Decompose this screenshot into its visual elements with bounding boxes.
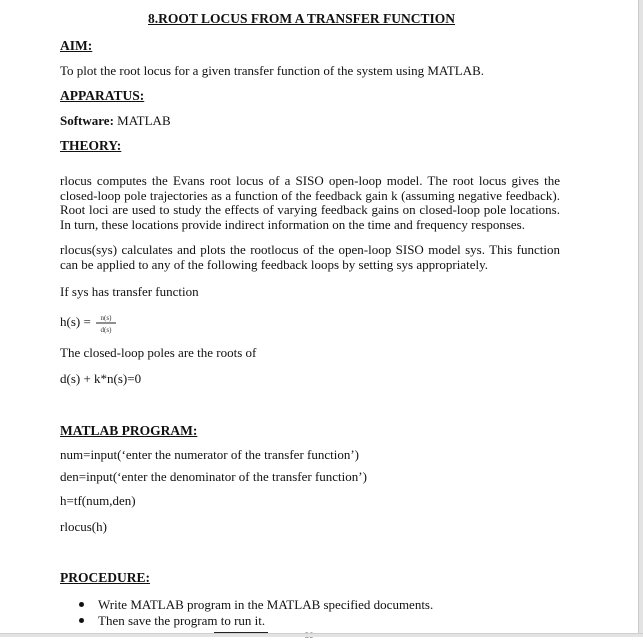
aim-text: To plot the root locus for a given transfer function of the system using MATLAB. xyxy=(60,63,485,78)
fraction-denominator: d(s) xyxy=(100,326,112,334)
bullet-icon xyxy=(79,602,84,607)
program-heading: MATLAB PROGRAM: xyxy=(60,423,198,438)
apparatus-heading: APPARATUS: xyxy=(60,88,145,103)
program-line-3: h=tf(num,den) xyxy=(60,493,136,508)
fraction-numerator: n(s) xyxy=(100,314,112,322)
transfer-fraction xyxy=(95,311,117,335)
program-line-2: den=input(‘enter the denominator of the transfer function’) xyxy=(60,469,367,484)
hs-label: h(s) = xyxy=(60,314,91,329)
procedure-step-2: Then save the program to run it. xyxy=(98,613,266,628)
aim-heading: AIM: xyxy=(60,38,93,53)
software-value: MATLAB xyxy=(113,113,171,128)
theory-paragraph-1: rlocus computes the Evans root locus of a SISO open-loop model. The root locus gives the closed-loop pole trajectories as a function of the feedback gain k (assuming negative feedback). Root loci are used to study the effects of varying feedback gains on closed-loop pole locations. In turn, these locations provide indirect information on the time and frequency responses. xyxy=(60,173,560,232)
theory-equation: d(s) + k*n(s)=0 xyxy=(60,371,142,386)
list-item xyxy=(78,597,433,613)
page-title: 8.ROOT LOCUS FROM A TRANSFER FUNCTION xyxy=(147,11,456,26)
program-line-4: rlocus(h) xyxy=(60,519,107,534)
software-line xyxy=(60,113,171,128)
procedure-heading: PROCEDURE: xyxy=(60,570,150,585)
procedure-step-1: Write MATLAB program in the MATLAB specified documents. xyxy=(98,597,434,612)
theory-heading: THEORY: xyxy=(60,138,122,153)
viewer-right-edge xyxy=(638,0,643,637)
list-item xyxy=(78,613,433,629)
software-label: Software: xyxy=(60,113,114,128)
program-line-1: num=input(‘enter the numerator of the transfer function’) xyxy=(60,447,359,462)
procedure-list xyxy=(78,597,433,629)
bullet-icon xyxy=(79,618,84,623)
theory-line-poles: The closed-loop poles are the roots of xyxy=(60,345,257,360)
theory-paragraph-2: rlocus(sys) calculates and plots the rootlocus of the open-loop SISO model sys. This function can be applied to any of the following feedback loops by setting sys appropriately. xyxy=(60,242,560,272)
viewer-bottom-edge xyxy=(0,633,643,637)
theory-line-transfer: If sys has transfer function xyxy=(60,284,199,299)
